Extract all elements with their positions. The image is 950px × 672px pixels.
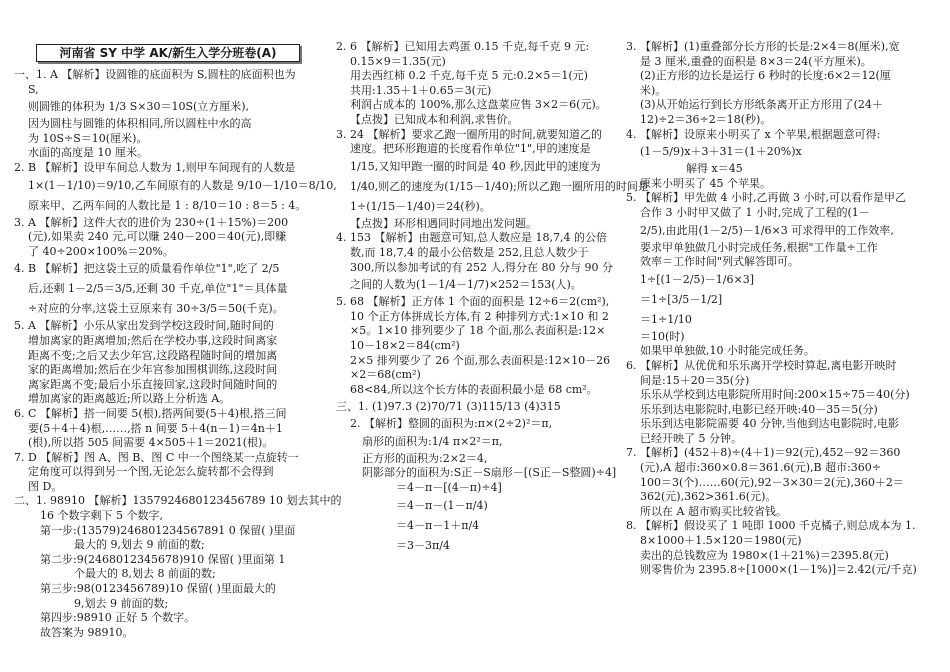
text-line: 8×1000＋1.5×120＝1980(元) bbox=[640, 534, 802, 548]
text-line: (1－5/9)x＋3＋31＝(1＋20%)x bbox=[640, 145, 802, 159]
answer-column-middle bbox=[336, 40, 649, 556]
text-line: 100＝3(个)……60(元),92－3×30＝2(元),360＋2＝ bbox=[640, 475, 904, 489]
text-line: 水面的高度是 10 厘米。 bbox=[28, 146, 148, 160]
text-line: (3)从开始运行到长方形纸条离开正方形用了(24＋ bbox=[640, 98, 883, 112]
text-line: 300,所以参加考试的有 252 人,得分在 80 分与 90 分 bbox=[350, 260, 613, 274]
text-line: 5. 68 【解析】正方体 1 个面的面积是 12÷6＝2(cm²), bbox=[336, 295, 610, 309]
text-line: 7. 【解析】(452＋8)÷(4＋1)＝92(元),452－92＝360 bbox=[626, 446, 901, 460]
text-line: 8. 【解析】假设买了 1 吨即 1000 千克橘子,则总成本为 1. bbox=[626, 519, 916, 533]
text-line: 1÷(1/15－1/40)＝24(秒)。 bbox=[350, 199, 491, 213]
text-line: ＝10(时) bbox=[640, 329, 685, 343]
text-line: 第四步:98910 正好 5 个数字。 bbox=[40, 611, 196, 625]
text-line: 5. A 【解析】小乐从家出发到学校这段时间,随时间的 bbox=[14, 319, 274, 333]
text-line: 第二步:9(2468012345678)910 保留( )里面第 1 bbox=[40, 552, 286, 566]
text-line: 了 40÷200×100%＝20%。 bbox=[28, 244, 174, 258]
text-line: 扇形的面积为:1/4 π×2²＝π, bbox=[362, 434, 503, 448]
text-line: 9,划去 9 前面的数; bbox=[74, 596, 169, 610]
text-line: 3. A 【解析】这件大衣的进价为 230÷(1＋15%)＝200 bbox=[14, 215, 289, 229]
text-line: 1/40,则乙的速度为(1/15－1/40);所以乙跑一圈所用的时间是 bbox=[350, 179, 649, 193]
text-line: 一、1. A 【解析】设圆锥的底面积为 S,圆柱的底面积也为 bbox=[14, 68, 296, 81]
text-line: 第一步:(13579)246801234567891 0 保留( )里面 bbox=[40, 523, 296, 537]
text-line: 增加离家的距离越近;所以路上分析选 A。 bbox=[28, 392, 231, 406]
text-line: 7. D 【解析】图 A、图 B、图 C 中一个图绕某一点旋转一 bbox=[14, 450, 299, 464]
text-line: 最大的 9,划去 9 前面的数; bbox=[74, 538, 205, 552]
text-line: 效率＝工作时间"列式解答即可。 bbox=[640, 255, 800, 269]
text-line: 12)÷2＝36÷2＝18(秒)。 bbox=[640, 112, 772, 126]
text-line: 3. 【解析】(1)重叠部分长方形的长是:2×4＝8(厘米),宽 bbox=[626, 40, 900, 53]
text-line: 6. C 【解析】搭一间要 5(根),搭两间要(5＋4)根,搭三间 bbox=[14, 406, 287, 420]
text-line: 增加离家的距离增加;然后在学校办事,这段时间离家 bbox=[28, 333, 278, 347]
text-line: (根),所以搭 505 间需要 4×505＋1＝2021(根)。 bbox=[28, 436, 274, 450]
text-line: 362(元),362>361.6(元)。 bbox=[640, 490, 777, 504]
text-line: ×5。1×10 排列要少了 18 个面,那么表面积是:12× bbox=[350, 324, 606, 338]
text-line: ＝4－π－[(4－π)÷4] bbox=[396, 481, 502, 495]
text-line: 10－18×2＝84(cm²) bbox=[350, 338, 460, 352]
text-line: 共用:1.35＋1＋0.65＝3(元) bbox=[350, 83, 492, 97]
text-line: 则圆锥的体积为 1/3 S×30＝10S(立方厘米), bbox=[28, 100, 250, 114]
text-line: (元),如果卖 240 元,可以赚 240－200＝40(元),即赚 bbox=[28, 230, 287, 244]
text-line: 图 D。 bbox=[28, 479, 63, 493]
text-line: S, bbox=[28, 82, 39, 96]
text-line: 之间的人数为(1－1/4－1/7)×252＝153(人)。 bbox=[350, 278, 582, 292]
text-line: ×2＝68(cm²) bbox=[350, 368, 421, 382]
text-line: 阴影部分的面积为:S正－S扇形－[(S正－S整圆)÷4] bbox=[362, 466, 617, 480]
text-line: 2. 6 【解析】已知用去鸡蛋 0.15 千克,每千克 9 元: bbox=[336, 40, 590, 53]
text-line: 合作 3 小时甲又做了 1 小时,完成了工程的(1－ bbox=[640, 205, 870, 219]
text-line: 用去西红柿 0.2 千克,每千克 5 元:0.2×5＝1(元) bbox=[350, 69, 588, 83]
text-line: 定角度可以得到另一个图,无论怎么旋转都不会得到 bbox=[28, 465, 274, 479]
text-line: 二、1. 98910 【解析】1357924680123456789 10 划去其中的 bbox=[14, 494, 342, 508]
text-line: 为 10S÷S＝10(厘米)。 bbox=[28, 131, 148, 145]
text-line: (元),A 超市:360×0.8＝361.6(元),B 超市:360÷ bbox=[640, 461, 882, 475]
text-line: 6. 【解析】从优优和乐乐离开学校时算起,离电影开映时 bbox=[626, 358, 897, 372]
text-line: ＝1÷[3/5－1/2] bbox=[640, 292, 723, 306]
text-line: 家的距离增加;然后在少年宫参加围棋训练,这段时间 bbox=[28, 363, 278, 377]
text-line: 要(5＋4＋4)根,……,搭 n 间要 5＋4(n－1)＝4n＋1 bbox=[28, 421, 283, 435]
text-line: 16 个数字剩下 5 个数字, bbox=[40, 509, 163, 523]
text-line: 故答案为 98910。 bbox=[40, 625, 134, 639]
text-line: 后,还剩 1－2/5＝3/5,还剩 30 千克,单位"1"＝具体量 bbox=[28, 282, 288, 296]
text-line: (2)正方形的边长是运行 6 秒时的长度:6×2＝12(厘 bbox=[640, 69, 891, 83]
text-line: 2. 【解析】整圆的面积为:π×(2÷2)²＝π, bbox=[350, 417, 553, 431]
text-line: 4. 【解析】设原来小明买了 x 个苹果,根据题意可得: bbox=[626, 127, 881, 141]
text-line: 【点拨】已知成本和利润,求售价。 bbox=[350, 112, 519, 126]
text-line: 速度。把环形跑道的长度看作单位"1",甲的速度是 bbox=[350, 142, 591, 156]
text-line: 1/15,又知甲跑一圈的时间是 40 秒,因此甲的速度为 bbox=[350, 159, 601, 173]
text-line: 0.15×9＝1.35(元) bbox=[350, 54, 446, 68]
text-line: ＝4－π－1＋π/4 bbox=[396, 518, 480, 532]
text-line: 乐乐到达电影院需要 40 分钟,当他到达电影院时,电影 bbox=[640, 417, 899, 431]
text-line: 因为圆柱与圆锥的体积相同,所以圆柱中水的高 bbox=[28, 117, 252, 131]
text-line: 3. 24 【解析】要求乙跑一圈所用的时间,就要知道乙的 bbox=[336, 127, 602, 141]
text-line: 第三步:98(0123456789)10 保留( )里面最大的 bbox=[40, 582, 276, 596]
text-line: 【点拨】环形相遇同时同地出发问题。 bbox=[350, 216, 537, 230]
text-line: 5. 【解析】甲先做 4 小时,乙再做 3 小时,可以看作是甲乙 bbox=[626, 191, 906, 205]
text-line: ÷对应的分率,这袋土豆原来有 30÷3/5＝50(千克)。 bbox=[28, 302, 284, 316]
text-line: 2. B 【解析】设甲车间总人数为 1,则甲车间现有的人数是 bbox=[14, 160, 296, 174]
text-line: 1÷[(1－2/5)－1/6×3] bbox=[640, 272, 755, 286]
text-line: 间是:15＋20＝35(分) bbox=[640, 373, 750, 387]
text-line: ＝1÷1/10 bbox=[640, 312, 692, 326]
text-line: 个最大的 8,划去 8 前面的数; bbox=[74, 567, 216, 581]
text-line: 68<84,所以这个长方体的表面积最小是 68 cm²。 bbox=[350, 382, 598, 396]
text-line: 已经开映了 5 分钟。 bbox=[640, 431, 742, 445]
text-line: 所以在 A 超市购买比较省钱。 bbox=[640, 504, 787, 518]
text-line: 数,而 18,7,4 的最小公倍数是 252,且总人数少于 bbox=[350, 245, 589, 259]
text-line: ＝4－π－(1－π/4) bbox=[396, 498, 488, 512]
text-line: 4. 153 【解析】由题意可知,总人数应是 18,7,4 的公倍 bbox=[336, 231, 607, 245]
text-line: 10 个正方体拼成长方体,有 2 种排列方式:1×10 和 2 bbox=[350, 309, 609, 323]
text-line: 正方形的面积为:2×2＝4, bbox=[362, 451, 488, 465]
text-line: 利润占成本的 100%,那么这盘菜应售 3×2＝6(元)。 bbox=[350, 98, 607, 112]
text-line: 距离不变;之后又去少年宫,这段路程随时间的增加离 bbox=[28, 348, 278, 362]
text-line: 是 3 厘米,重叠的面积是 8×3＝24(平方厘米)。 bbox=[640, 54, 872, 68]
answer-column-left bbox=[14, 40, 342, 640]
answer-column-right bbox=[626, 40, 940, 578]
page-title: 河南省 SY 中学 AK/新生入学分班卷(A) bbox=[36, 44, 300, 62]
text-line: 原来小明买了 45 个苹果。 bbox=[640, 176, 771, 190]
text-line: 1×(1－1/10)＝9/10,乙车间原有的人数是 9/10－1/10＝8/10, bbox=[28, 178, 337, 192]
text-line: 卖出的总钱数应为 1980×(1＋21%)＝2395.8(元) bbox=[640, 548, 889, 562]
text-line: 如果甲单独做,10 小时能完成任务。 bbox=[640, 344, 815, 358]
text-line: 要求甲单独做几小时完成任务,根据"工作量÷工作 bbox=[640, 240, 878, 254]
text-line: 解得 x＝45 bbox=[686, 162, 743, 176]
text-line: 乐乐从学校到达电影院所用时间:200×15÷75＝40(分) bbox=[640, 388, 910, 402]
text-line: 4. B 【解析】把这袋土豆的质量看作单位"1",吃了 2/5 bbox=[14, 262, 280, 276]
text-line: 2/5),由此用(1－2/5)－1/6×3 可求得甲的工作效率, bbox=[640, 223, 894, 237]
text-line: ＝3－3π/4 bbox=[396, 538, 450, 552]
text-line: 三、1. (1)97.3 (2)70/71 (3)115/13 (4)315 bbox=[336, 400, 561, 414]
text-line: 原来甲、乙两车间的人数比是 1 : 8/10＝10 : 8＝5 : 4。 bbox=[28, 198, 307, 212]
text-line: 则零售价为 2395.8÷[1000×(1－1%)]＝2.42(元/千克) bbox=[640, 563, 917, 577]
text-line: 乐乐到达电影院时,电影已经开映:40－35＝5(分) bbox=[640, 402, 878, 416]
text-line: 米)。 bbox=[640, 83, 667, 97]
text-line: 离家距离不变;最后小乐直接回家,这段时间随时间的 bbox=[28, 377, 278, 391]
text-line: 2×5 排列要少了 26 个面,那么表面积是:12×10－26 bbox=[350, 353, 611, 367]
